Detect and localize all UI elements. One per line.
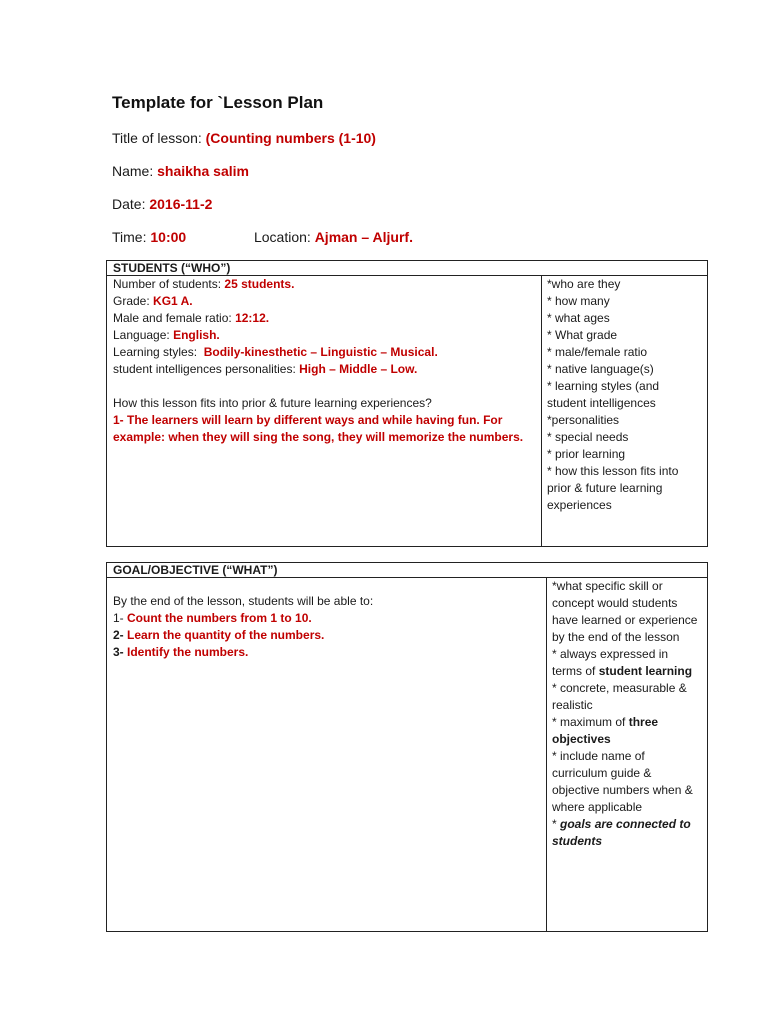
row-label: Learning styles: [113,345,198,359]
guide-item: * what ages [547,311,610,325]
fit-question: How this lesson fits into prior & future learning experiences? [113,396,432,410]
row-value: Bodily-kinesthetic – Linguistic – Musical. [203,345,438,359]
guide-item: * how this lesson fits into prior & future learning experiences [547,464,679,512]
student-row [113,361,535,378]
date-label: Date: [112,196,146,212]
row-label: Male and female ratio: [113,311,232,325]
guide-item: * concrete, measurable & realistic [552,681,687,712]
location-label: Location: [253,229,311,245]
objective-text: Identify the numbers. [127,645,249,659]
time-location-line [112,229,413,245]
row-value: English. [173,328,220,342]
student-row [113,327,535,344]
goals-guide-cell [547,578,708,932]
row-value: 12:12. [235,311,270,325]
student-row [113,310,535,327]
row-value: High – Middle – Low. [299,362,418,376]
row-value: KG1 A. [153,294,193,308]
guide-emphasis: student learning [598,664,693,678]
name-line [112,163,249,179]
date-value: 2016-11-2 [149,196,213,212]
goals-intro: By the end of the lesson, students will be able to: [113,594,374,608]
guide-item: * special needs [547,430,629,444]
students-details-cell [107,276,542,547]
guide-text: * [552,817,557,831]
lesson-title-value: (Counting numbers (1-10) [205,130,376,146]
row-label: Number of students: [113,277,222,291]
guide-emphasis: three objectives [552,715,659,746]
students-heading: STUDENTS (“WHO”) [107,261,708,276]
guide-item: * learning styles (and student intelligences [547,379,660,410]
guide-item: * What grade [547,328,618,342]
fit-number: 1- [113,413,124,427]
guide-item: * male/female ratio [547,345,648,359]
student-row [113,293,535,310]
objective-number: 1- [113,611,124,625]
location-value: Ajman – Aljurf. [314,229,413,245]
guide-item: * include name of curriculum guide & objective numbers when & where applicable [552,749,693,814]
objective-number: 2- [113,628,124,642]
guide-item: *who are they [547,277,621,291]
guide-item: *what specific skill or concept would students have learned or experience by the end of the lesson [552,579,698,644]
student-row [113,344,535,361]
guide-emphasis: goals are connected to students [552,817,691,848]
guide-item [552,714,701,748]
name-label: Name: [112,163,154,179]
goals-table [106,562,708,932]
row-label: Grade: [113,294,150,308]
guide-item: * how many [547,294,610,308]
row-value: 25 students. [224,277,295,291]
guide-item [552,816,701,850]
guide-text: * always expressed in terms of [552,647,669,678]
guide-item: *personalities [547,413,620,427]
document-title: Template for `Lesson Plan [112,93,324,112]
objective-item [113,644,540,661]
goals-details-cell [107,578,547,932]
guide-item: * native language(s) [547,362,654,376]
fit-answer-text: The learners will learn by different ways and while having fun. For example: when they will sing the song, they will memorize the numbers. [113,413,524,444]
objective-item [113,610,540,627]
objective-text: Learn the quantity of the numbers. [127,628,325,642]
guide-text: * maximum of [552,715,626,729]
objective-item [113,627,540,644]
students-table [106,260,708,547]
lesson-title-line [112,130,376,146]
row-label: Language: [113,328,170,342]
guide-item: * prior learning [547,447,626,461]
time-label: Time: [112,229,147,245]
guide-item [552,646,701,680]
date-line [112,196,212,212]
objective-number: 3- [113,645,124,659]
row-label: student intelligences personalities: [113,362,296,376]
goals-heading: GOAL/OBJECTIVE (“WHAT”) [107,563,708,578]
name-value: shaikha salim [157,163,249,179]
lesson-title-label: Title of lesson: [112,130,202,146]
objective-text: Count the numbers from 1 to 10. [127,611,312,625]
fit-answer [113,412,535,446]
time-value: 10:00 [150,229,187,245]
student-row [113,276,535,293]
students-guide-cell [542,276,708,547]
